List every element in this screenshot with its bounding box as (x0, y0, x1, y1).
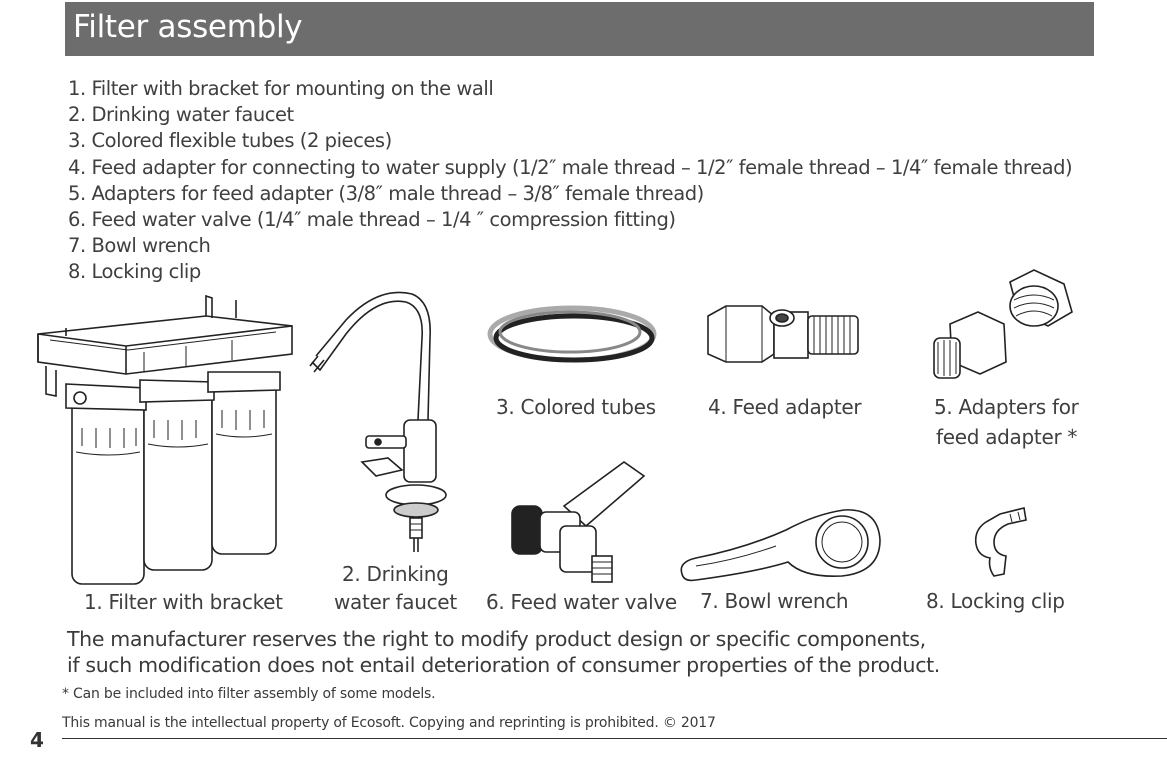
copyright-notice: This manual is the intellectual property of Ecosoft. Copying and reprinting is prohibited. © 2017 (62, 715, 716, 731)
parts-list (68, 76, 1072, 286)
list-item: 8. Locking clip (68, 260, 201, 284)
caption-valve: 6. Feed water valve (486, 590, 677, 614)
caption-faucet-line1: 2. Drinking (342, 562, 449, 586)
feed-valve-icon (506, 456, 648, 590)
list-item: 4. Feed adapter for connecting to water supply (1/2″ male thread – 1/2″ female thread – 1/4″ female thread) (68, 155, 1073, 179)
feed-adapter-icon (704, 298, 864, 370)
caption-clip: 8. Locking clip (926, 589, 1065, 613)
list-item: 2. Drinking water faucet (68, 103, 294, 127)
list-item: 7. Bowl wrench (68, 234, 211, 258)
faucet-icon (306, 290, 446, 562)
locking-clip-icon (960, 504, 1032, 580)
caption-adapters-line1: 5. Adapters for (934, 395, 1079, 419)
caption-wrench: 7. Bowl wrench (700, 589, 849, 613)
list-item: 3. Colored flexible tubes (2 pieces) (68, 129, 392, 153)
list-item: 6. Feed water valve (1/4″ male thread – 1/4 ″ compression fitting) (68, 208, 676, 232)
caption-filter: 1. Filter with bracket (84, 590, 283, 614)
footer-divider (62, 738, 1167, 739)
caption-tubes: 3. Colored tubes (496, 395, 656, 419)
disclaimer-line1: The manufacturer reserves the right to modify product design or specific components, (67, 627, 926, 651)
page-title: Filter assembly (73, 9, 303, 45)
caption-feed-adapter: 4. Feed adapter (708, 395, 862, 419)
caption-adapters-line2: feed adapter * (936, 425, 1078, 449)
footnote: * Can be included into filter assembly of some models. (62, 686, 436, 702)
list-item: 1. Filter with bracket for mounting on the wall (68, 77, 494, 100)
list-item: 5. Adapters for feed adapter (3/8″ male thread – 3/8″ female thread) (68, 181, 704, 205)
page-number: 4 (30, 728, 44, 752)
bowl-wrench-icon (676, 500, 886, 584)
caption-faucet-line2: water faucet (334, 590, 457, 614)
section-title-bar (65, 2, 1094, 56)
disclaimer-line2: if such modification does not entail deterioration of consumer properties of the product. (67, 653, 940, 677)
colored-tubes-icon (484, 298, 664, 378)
adapters-icon (930, 266, 1080, 386)
manufacturer-disclaimer (67, 626, 940, 678)
filter-with-bracket-icon (36, 288, 298, 588)
